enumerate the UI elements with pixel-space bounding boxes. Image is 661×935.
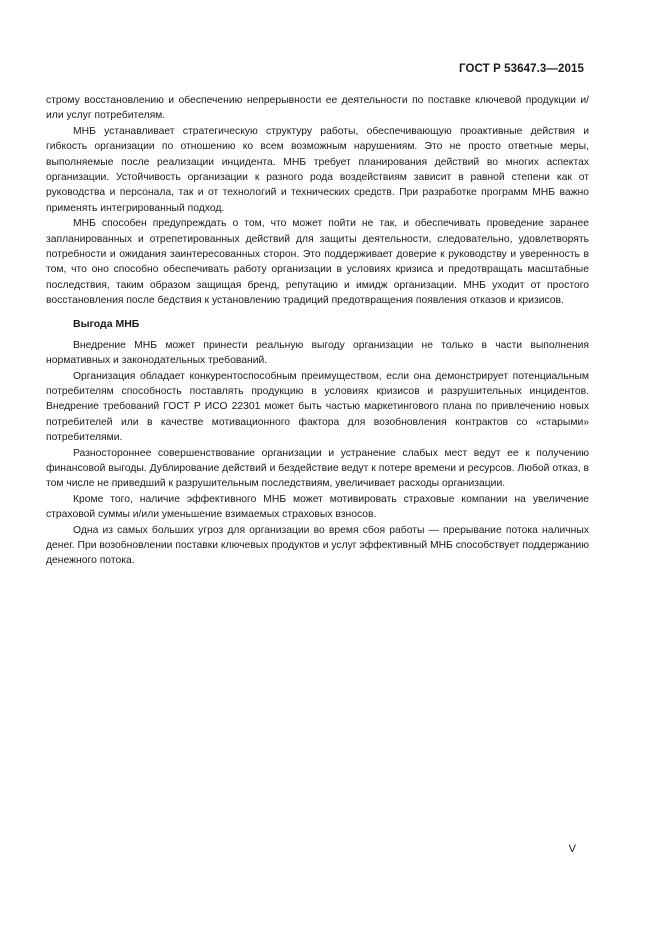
paragraph: Внедрение МНБ может принести реальную выгоду организации не только в части выполнения нормативных и законодательных требований. [46,339,589,367]
paragraph: МНБ устанавливает стратегическую структуру работы, обеспечивающую проактивные действия и гибкость организации по отношению ко всем возможным нарушениям. Это не просто ответные меры, выполняемые после реализации инцидента. МНБ требует планирования действий во многих аспектах организации. Устойчивость организации к разного рода воздействиям зависит в равной степени как от руководства и персонала, так и от технологий и технических средств. При разработке программ МНБ важно применять интегрированный подход. [46,125,589,214]
document-id-header: ГОСТ Р 53647.3—2015 [459,63,584,75]
page-number: V [568,843,576,855]
document-body [46,93,589,569]
paragraph: строму восстановлению и обеспечению непрерывности ее деятельности по поставке ключевой продукции и/или услуг потребителям. [46,95,589,122]
paragraph: МНБ способен предупреждать о том, что может пойти не так, и обеспечивать проведение заранее запланированных и отрепетированных действий для защиты деятельности, следовательно, удовлетворять потребности и ожидания заинтересованных сторон. Это поддерживает доверие к руководству и уверенность в том, что оно способно обеспечивать работу организации в условиях кризиса и предотвращать масштабные последствия, таким образом защищая бренд, репутацию и имидж организации. МНБ уходит от простого восстановления после бедствия к установлению традиций предотвращения появления отказов и кризисов. [46,218,589,307]
paragraph: Разностороннее совершенствование организации и устранение слабых мест ведут ее к получению финансовой выгоды. Дублирование действий и бездействие ведут к потере времени и ресурсов. Любой отказ, в том числе не приведший к разрушительным последствиям, увеличивает расходы организации. [46,447,589,490]
paragraph: Организация обладает конкурентоспособным преимуществом, если она демонстрирует потенциальным потребителям способность поставлять продукцию в условиях кризисов и разрушительных инцидентов. Внедрение требований ГОСТ Р ИСО 22301 может быть частью маркетингового плана по привлечению новых потребителей или в качестве мотивационного фактора для возобновления контрактов со «старыми» потребителями. [46,370,589,444]
paragraph: Кроме того, наличие эффективного МНБ может мотивировать страховые компании на увеличение страховой суммы и/или уменьшение взимаемых страховых взносов. [46,493,589,521]
section-heading: Выгода МНБ [73,317,140,330]
paragraph: Одна из самых больших угроз для организации во время сбоя работы — прерывание потока наличных денег. При возобновлении поставки ключевых продуктов и услуг эффективный МНБ способствует поддержанию денежного потока. [46,524,589,567]
